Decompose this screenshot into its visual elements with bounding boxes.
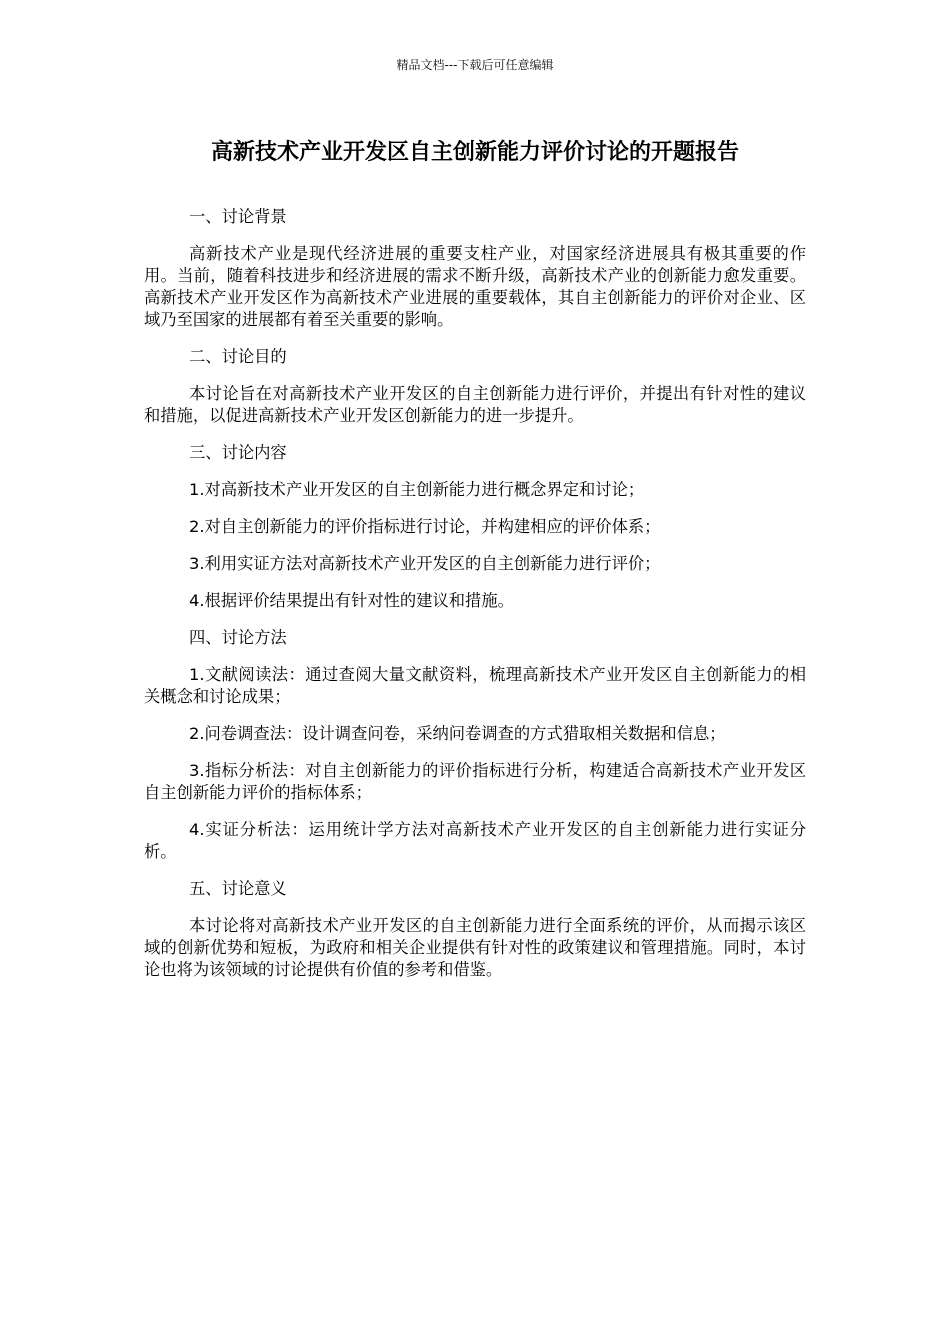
content-item-3: 3.利用实证方法对高新技术产业开发区的自主创新能力进行评价；: [189, 554, 661, 573]
method-item-1: 1.文献阅读法：通过查阅大量文献资料，梳理高新技术产业开发区自主创新能力的相关概念和讨论成果；: [144, 665, 806, 706]
section-heading-background: 一、讨论背景: [189, 207, 287, 226]
content-item-2: 2.对自主创新能力的评价指标进行讨论，并构建相应的评价体系；: [189, 517, 661, 536]
section-heading-methods: 四、讨论方法: [189, 628, 287, 647]
section-heading-significance: 五、讨论意义: [189, 879, 287, 898]
document-body: [144, 206, 806, 996]
method-item-4: 4.实证分析法：运用统计学方法对高新技术产业开发区的自主创新能力进行实证分析。: [144, 820, 806, 861]
paragraph-background: 高新技术产业是现代经济进展的重要支柱产业，对国家经济进展具有极其重要的作用。当前，随着科技进步和经济进展的需求不断升级，高新技术产业的创新能力愈发重要。高新技术产业开发区作为高新技术产业进展的重要载体，其自主创新能力的评价对企业、区域乃至国家的进展都有着至关重要的影响。: [144, 244, 806, 329]
content-item-1: 1.对高新技术产业开发区的自主创新能力进行概念界定和讨论；: [189, 480, 645, 499]
document-title: 高新技术产业开发区自主创新能力评价讨论的开题报告: [210, 140, 739, 165]
section-heading-purpose: 二、讨论目的: [189, 347, 287, 366]
paragraph-purpose: 本讨论旨在对高新技术产业开发区的自主创新能力进行评价，并提出有针对性的建议和措施，以促进高新技术产业开发区创新能力的进一步提升。: [144, 384, 806, 425]
section-heading-content: 三、讨论内容: [189, 443, 287, 462]
content-item-4: 4.根据评价结果提出有针对性的建议和措施。: [189, 591, 514, 610]
page-header-note: 精品文档---下载后可任意编辑: [396, 58, 554, 72]
method-item-2: 2.问卷调查法：设计调查问卷，采纳问卷调查的方式猎取相关数据和信息；: [189, 724, 726, 743]
method-item-3: 3.指标分析法：对自主创新能力的评价指标进行分析，构建适合高新技术产业开发区自主创新能力评价的指标体系；: [144, 761, 806, 802]
paragraph-significance: 本讨论将对高新技术产业开发区的自主创新能力进行全面系统的评价，从而揭示该区域的创新优势和短板，为政府和相关企业提供有针对性的政策建议和管理措施。同时，本讨论也将为该领域的讨论提供有价值的参考和借鉴。: [144, 916, 806, 979]
